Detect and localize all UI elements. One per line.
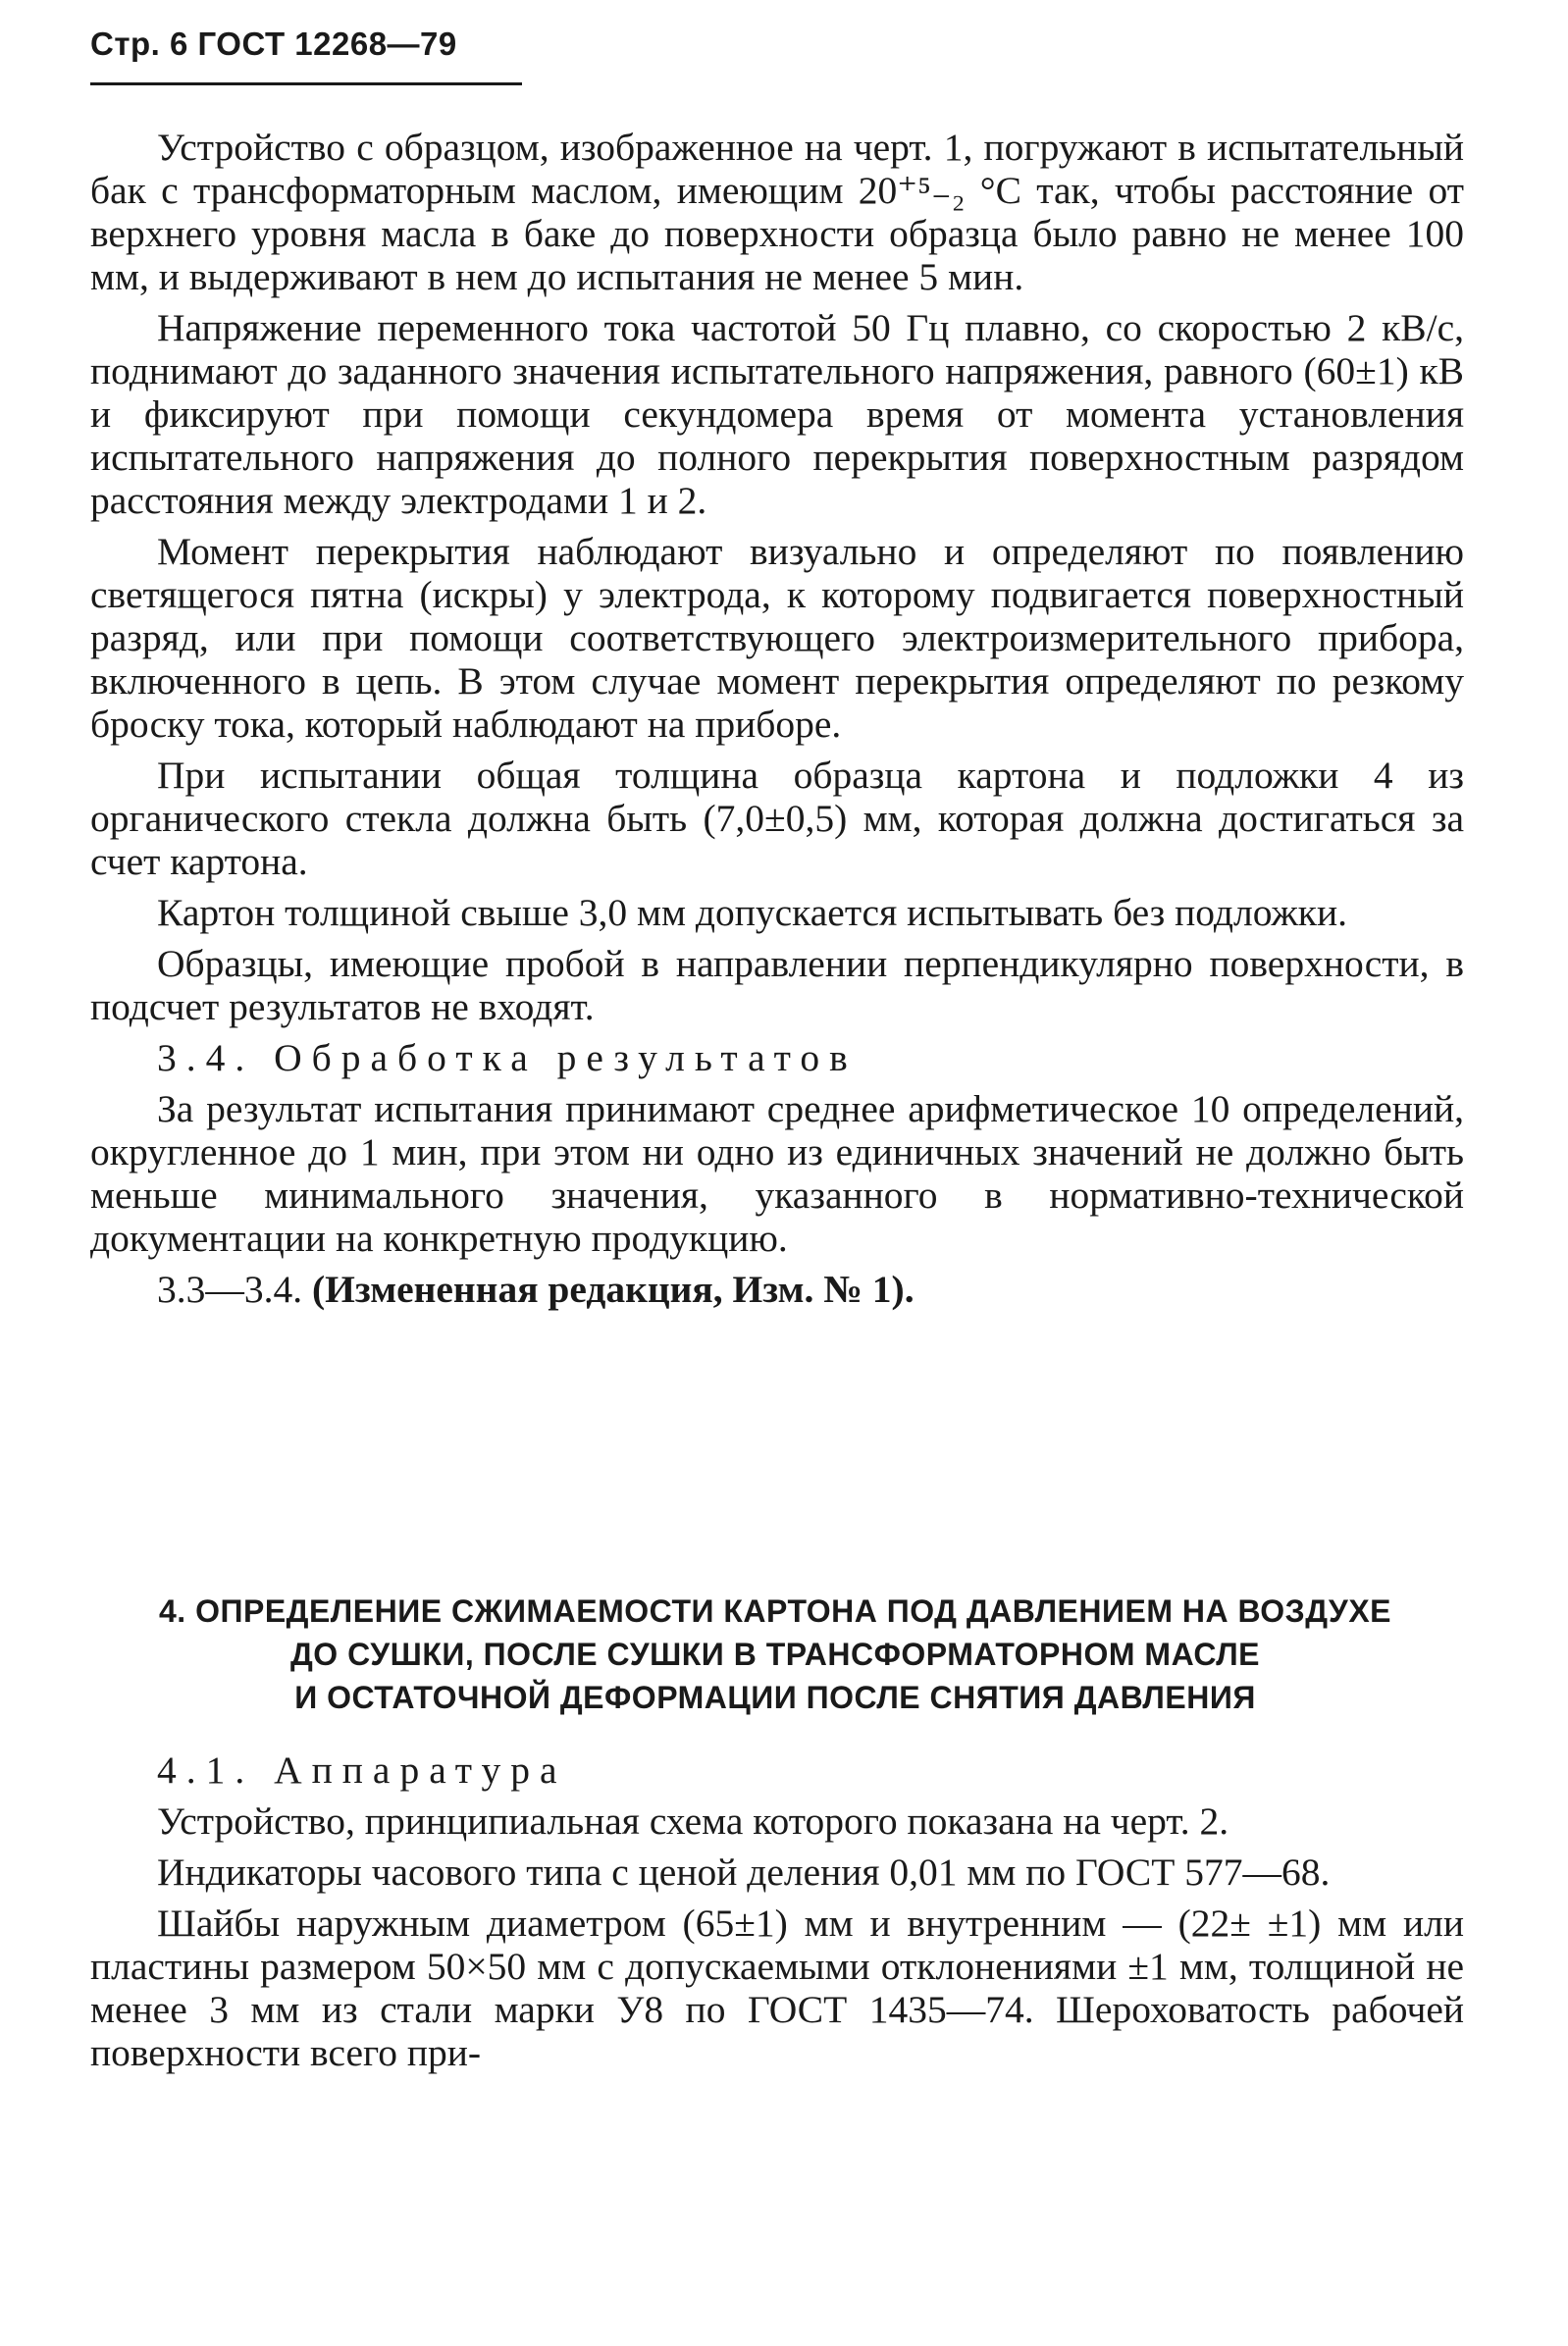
paragraph-voltage: Напряжение переменного тока частотой 50 Гц плавно, со скоростью 2 кВ/с, поднимают до заданного значения испытательного напряжения, равного (60±1) кВ и фиксируют при помощи секундомера время от момента установления испытательного напряжения до полного перекрытия поверхностным разрядом расстояния между электродами 1 и 2. [90,306,1464,522]
amendment-note [90,1268,1464,1311]
paragraph-immersion: Устройство с образцом, изображенное на черт. 1, погружают в испытательный бак с трансформаторным маслом, имеющим 20⁺⁵₋₂ °С так, чтобы расстояние от верхнего уровня масла в баке до поверхности образца было равно не менее 100 мм, и выдерживают в нем до испытания не менее 5 мин. [90,126,1464,298]
paragraph-exclusion: Образцы, имеющие пробой в направлении перпендикулярно поверхности, в подсчет результатов не входят. [90,942,1464,1028]
page-header: Стр. 6 ГОСТ 12268—79 [90,26,457,62]
paragraph-indicators: Индикаторы часового типа с ценой деления 0,01 мм по ГОСТ 577—68. [157,1851,1331,1894]
amendment-text: (Измененная редакция, Изм. № 1). [312,1268,915,1311]
section-4-title [78,1590,1472,1719]
section-3-body [90,126,1464,1319]
header-rule [90,82,522,85]
section-4-title-line-1: 4. ОПРЕДЕЛЕНИЕ СЖИМАЕМОСТИ КАРТОНА ПОД ДАВЛЕНИЕМ НА ВОЗДУХЕ [159,1593,1391,1629]
subsection-4-1-title: 4.1. Аппаратура [157,1748,567,1792]
section-4-title-line-3: И ОСТАТОЧНОЙ ДЕФОРМАЦИИ ПОСЛЕ СНЯТИЯ ДАВЛЕНИЯ [294,1680,1256,1715]
section-4-title-line-2: ДО СУШКИ, ПОСЛЕ СУШКИ В ТРАНСФОРМАТОРНОМ МАСЛЕ [289,1637,1260,1672]
paragraph-results: За результат испытания принимают среднее арифметическое 10 определений, округленное до 1 мин, при этом ни одно из единичных значений не должно быть меньше минимального значения, указанного в нормативно-технической документации на конкретную продукцию. [90,1087,1464,1260]
paragraph-no-substrate: Картон толщиной свыше 3,0 мм допускается испытывать без подложки. [157,891,1347,934]
subsection-3-4-title: 3.4. Обработка результатов [157,1036,858,1079]
paragraph-device: Устройство, принципиальная схема которого показана на черт. 2. [157,1799,1229,1843]
section-4-body [90,1748,1464,2082]
paragraph-flashover: Момент перекрытия наблюдают визуально и определяют по появлению светящегося пятна (искры) у электрода, к которому подвигается поверхностный разряд, или при помощи соответствующего электроизмерительного прибора, включенного в цепь. В этом случае момент перекрытия определяют по резкому броску тока, который наблюдают на приборе. [90,530,1464,746]
amendment-ref: 3.3—3.4. [157,1268,303,1311]
paragraph-thickness: При испытании общая толщина образца картона и подложки 4 из органического стекла должна быть (7,0±0,5) мм, которая должна достигаться за счет картона. [90,754,1464,883]
paragraph-washers: Шайбы наружным диаметром (65±1) мм и внутренним — (22± ±1) мм или пластины размером 50×50 мм с допускаемыми отклонениями ±1 мм, толщиной не менее 3 мм из стали марки У8 по ГОСТ 1435—74. Шероховатость рабочей поверхности всего при- [90,1902,1464,2074]
